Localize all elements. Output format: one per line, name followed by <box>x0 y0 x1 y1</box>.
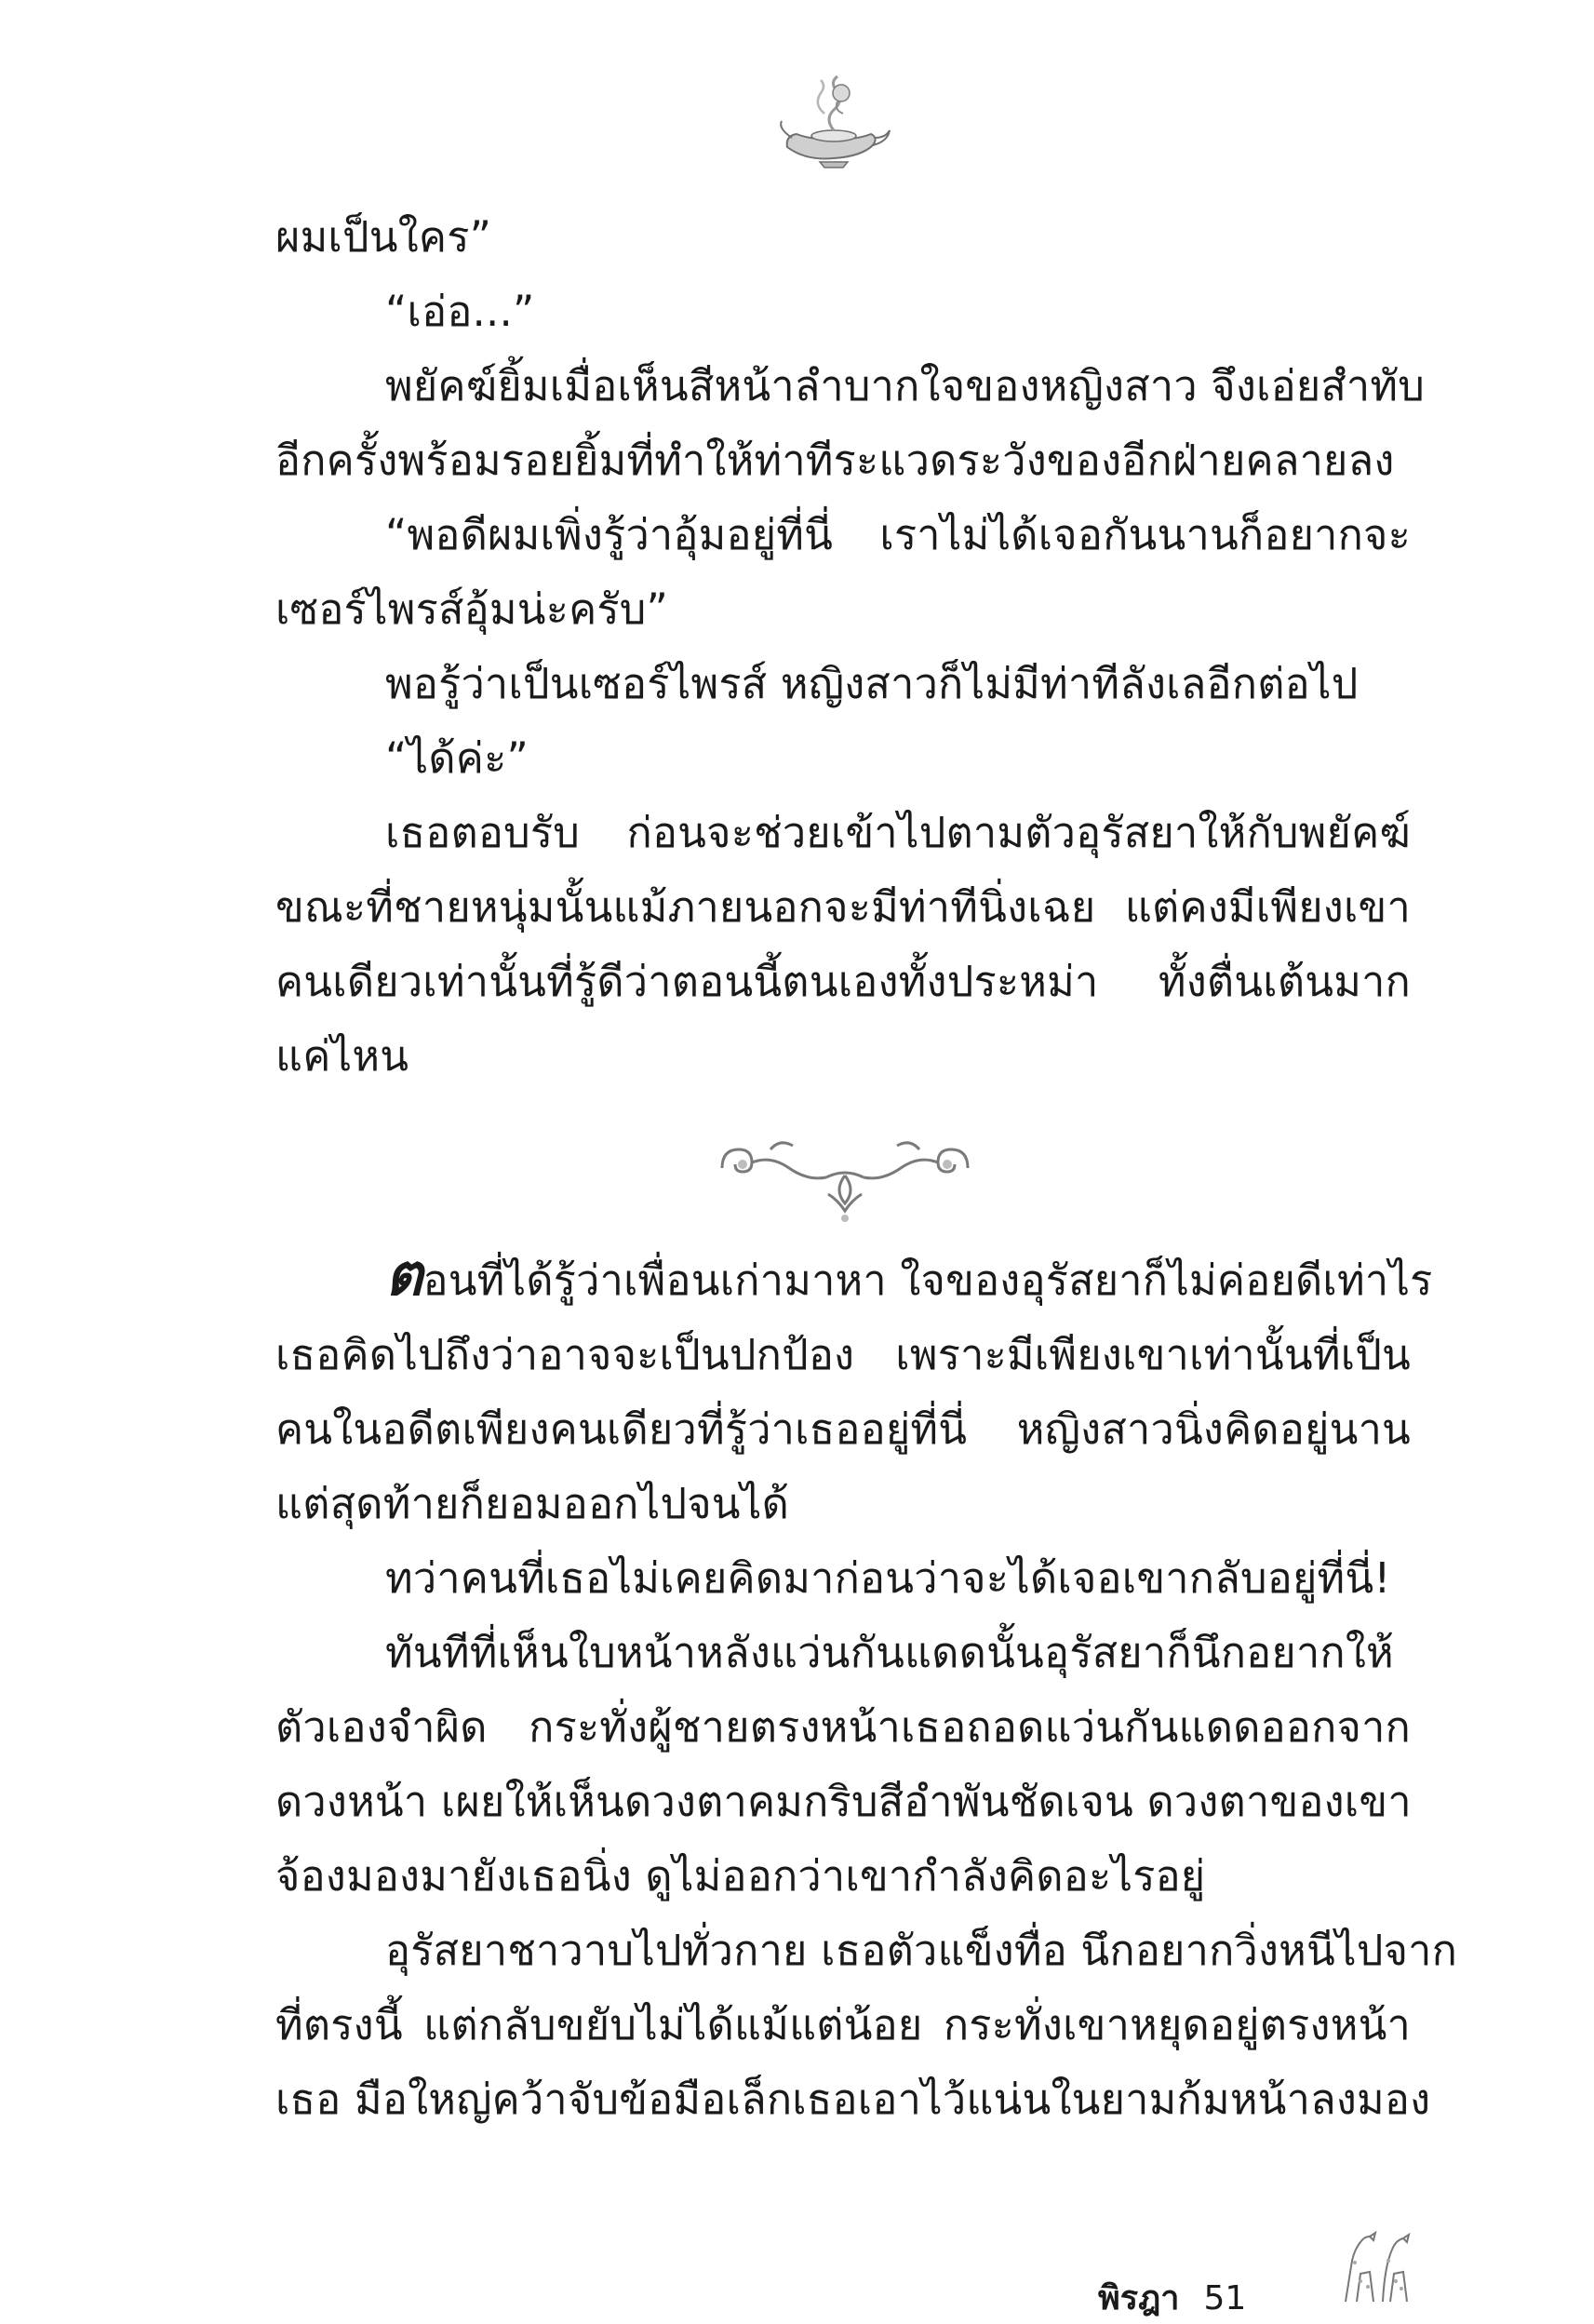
text-line: เซอร์ไพรส์อุ้มน่ะครับ” <box>275 584 669 634</box>
dropcap-line-text: อนที่ได้รู้ว่าเพื่อนเก่ามาหา ใจของอุรัสยาก็ไม่ค่อยดีเท่าไร <box>422 1256 1433 1305</box>
flourish-divider-icon <box>715 1122 975 1224</box>
genie-lamp-icon <box>769 73 899 170</box>
text-line: คนเดียวเท่านั้นที่รู้ดีว่าตอนนี้ตนเองทั้งประหม่า ทั้งตื่นเต้นมาก <box>275 957 1411 1006</box>
text-line: ทว่าคนที่เธอไม่เคยคิดมาก่อนว่าจะได้เจอเขากลับอยู่ที่นี่! <box>385 1553 1391 1603</box>
text-block-bottom-lines <box>275 1318 1458 2137</box>
text-line: ทันทีที่เห็นใบหน้าหลังแว่นกันแดดนั้นอุรัสยาก็นึกอยากให้ <box>385 1628 1394 1677</box>
text-line: “ได้ค่ะ” <box>385 733 529 783</box>
text-block-bottom <box>275 1241 1458 2137</box>
page-number: 51 <box>1203 2279 1247 2317</box>
giraffe-icon <box>1333 2229 1416 2304</box>
text-line: พยัคฆ์ยิ้มเมื่อเห็นสีหน้าลำบากใจของหญิงสาว จึงเอ่ยสำทับ <box>385 361 1425 410</box>
text-line: ผมเป็นใคร” <box>275 212 492 262</box>
text-line: อุรัสยาชาวาบไปทั่วกาย เธอตัวแข็งทื่อ นึกอยากวิ่งหนีไปจาก <box>385 1926 1458 1975</box>
dropcap-line <box>275 1241 1433 1318</box>
text-line: จ้องมองมายังเธอนิ่ง ดูไม่ออกว่าเขากำลังคิดอะไรอยู่ <box>275 1851 1206 1901</box>
book-title: พิรฎา <box>1098 2279 1180 2317</box>
text-line: ขณะที่ชายหนุ่มนั้นแม้ภายนอกจะมีท่าทีนิ่งเฉย แต่คงมีเพียงเขา <box>275 882 1411 932</box>
text-line: เธอ มือใหญ่คว้าจับข้อมือเล็กเธอเอาไว้แน่นในยามก้มหน้าลงมอง <box>275 2075 1431 2124</box>
text-block-top <box>275 200 1425 1094</box>
text-line: “เอ่อ...” <box>385 287 535 336</box>
text-line: เธอคิดไปถึงว่าอาจจะเป็นปกป้อง เพราะมีเพียงเขาเท่านั้นที่เป็น <box>275 1330 1411 1379</box>
text-line: พอรู้ว่าเป็นเซอร์ไพรส์ หญิงสาวก็ไม่มีท่าทีลังเลอีกต่อไป <box>385 659 1359 708</box>
text-line: คนในอดีตเพียงคนเดียวที่รู้ว่าเธออยู่ที่นี่ หญิงสาวนิ่งคิดอยู่นาน <box>275 1404 1411 1454</box>
text-line: แต่สุดท้ายก็ยอมออกไปจนได้ <box>275 1479 789 1528</box>
text-line: “พอดีผมเพิ่งรู้ว่าอุ้มอยู่ที่นี่ เราไม่ได้เจอกันนานก็อยากจะ <box>385 510 1411 559</box>
text-line: แค่ไหน <box>275 1031 409 1081</box>
text-line: ที่ตรงนี้ แต่กลับขยับไม่ได้แม้แต่น้อย กระทั่งเขาหยุดอยู่ตรงหน้า <box>275 2000 1411 2049</box>
text-line: ดวงหน้า เผยให้เห็นดวงตาคมกริบสีอำพันชัดเจน ดวงตาของเขา <box>275 1777 1412 1826</box>
text-line: เธอตอบรับ ก่อนจะช่วยเข้าไปตามตัวอุรัสยาให้กับพยัคฆ์ <box>385 808 1411 857</box>
text-line: อีกครั้งพร้อมรอยยิ้มที่ทำให้ท่าทีระแวดระวังของอีกฝ่ายคลายลง <box>275 436 1395 485</box>
page-footer <box>1098 2271 1246 2324</box>
dropcap-letter: ต <box>385 1241 423 1309</box>
text-line: ตัวเองจำผิด กระทั่งผู้ชายตรงหน้าเธอถอดแว่นกันแดดออกจาก <box>275 1702 1411 1752</box>
